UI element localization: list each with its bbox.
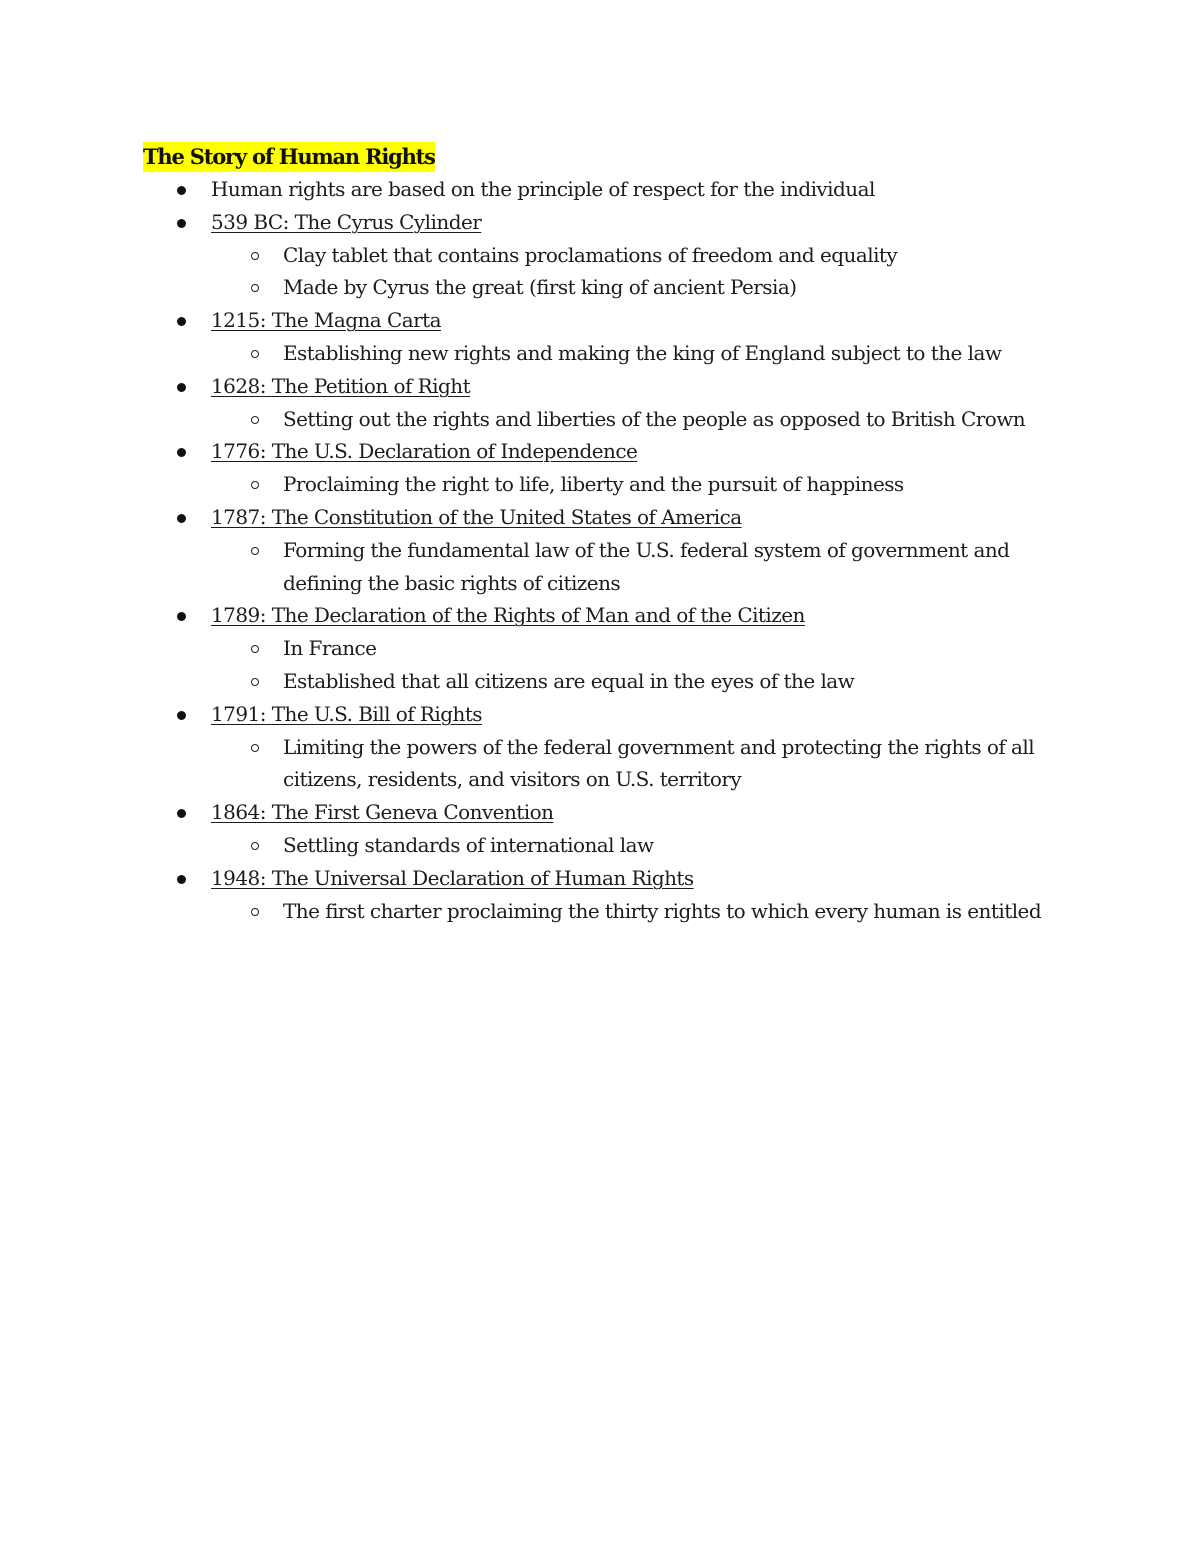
bullet-icon	[177, 186, 186, 195]
bullet-icon	[177, 612, 186, 621]
list-item: 1628: The Petition of Right	[211, 373, 471, 398]
hollow-bullet-icon	[251, 678, 259, 686]
sub-list-item: citizens, residents, and visitors on U.S. territory	[283, 767, 742, 792]
hollow-bullet-icon	[251, 481, 259, 489]
hollow-bullet-icon	[251, 842, 259, 850]
document-title: The Story of Human Rights	[143, 142, 435, 172]
sub-list-item: Clay tablet that contains proclamations of freedom and equality	[283, 242, 898, 267]
list-item: 1776: The U.S. Declaration of Independence	[211, 439, 638, 464]
list-item: 539 BC: The Cyrus Cylinder	[211, 209, 482, 234]
hollow-bullet-icon	[251, 252, 259, 260]
sub-list-item: Established that all citizens are equal in the eyes of the law	[283, 669, 855, 693]
sub-list-item: defining the basic rights of citizens	[283, 570, 621, 595]
bullet-icon	[177, 448, 186, 457]
sub-list-item: Limiting the powers of the federal government and protecting the rights of all	[283, 734, 1035, 759]
list-item: 1791: The U.S. Bill of Rights	[211, 701, 483, 726]
sub-list-item: In France	[283, 636, 377, 661]
sub-list-item: Establishing new rights and making the king of England subject to the law	[283, 341, 1002, 365]
sub-list-item: Forming the fundamental law of the U.S. federal system of government and	[283, 537, 1010, 562]
list-item: 1215: The Magna Carta	[211, 308, 441, 333]
hollow-bullet-icon	[251, 645, 259, 653]
bullet-icon	[177, 809, 186, 818]
sub-list-item: The first charter proclaiming the thirty rights to which every human is entitled	[283, 898, 1042, 923]
hollow-bullet-icon	[251, 350, 259, 358]
hollow-bullet-icon	[251, 547, 259, 555]
list-item: 1789: The Declaration of the Rights of Man and of the Citizen	[211, 603, 805, 628]
bullet-icon	[177, 383, 186, 392]
hollow-bullet-icon	[251, 744, 259, 752]
bullet-icon	[177, 711, 186, 720]
list-item: Human rights are based on the principle of respect for the individual	[211, 177, 875, 201]
bullet-icon	[177, 219, 186, 228]
sub-list-item: Settling standards of international law	[283, 833, 654, 857]
hollow-bullet-icon	[251, 908, 259, 916]
list-item: 1864: The First Geneva Convention	[211, 800, 554, 825]
bullet-icon	[177, 317, 186, 326]
list-item: 1948: The Universal Declaration of Human Rights	[211, 865, 694, 890]
hollow-bullet-icon	[251, 416, 259, 424]
list-item: 1787: The Constitution of the United States of America	[211, 505, 742, 529]
bullet-icon	[177, 875, 186, 884]
sub-list-item: Proclaiming the right to life, liberty and the pursuit of happiness	[283, 472, 904, 497]
hollow-bullet-icon	[251, 284, 259, 292]
sub-list-item: Setting out the rights and liberties of the people as opposed to British Crown	[283, 406, 1026, 431]
sub-list-item: Made by Cyrus the great (first king of ancient Persia)	[283, 275, 797, 300]
bullet-icon	[177, 514, 186, 523]
